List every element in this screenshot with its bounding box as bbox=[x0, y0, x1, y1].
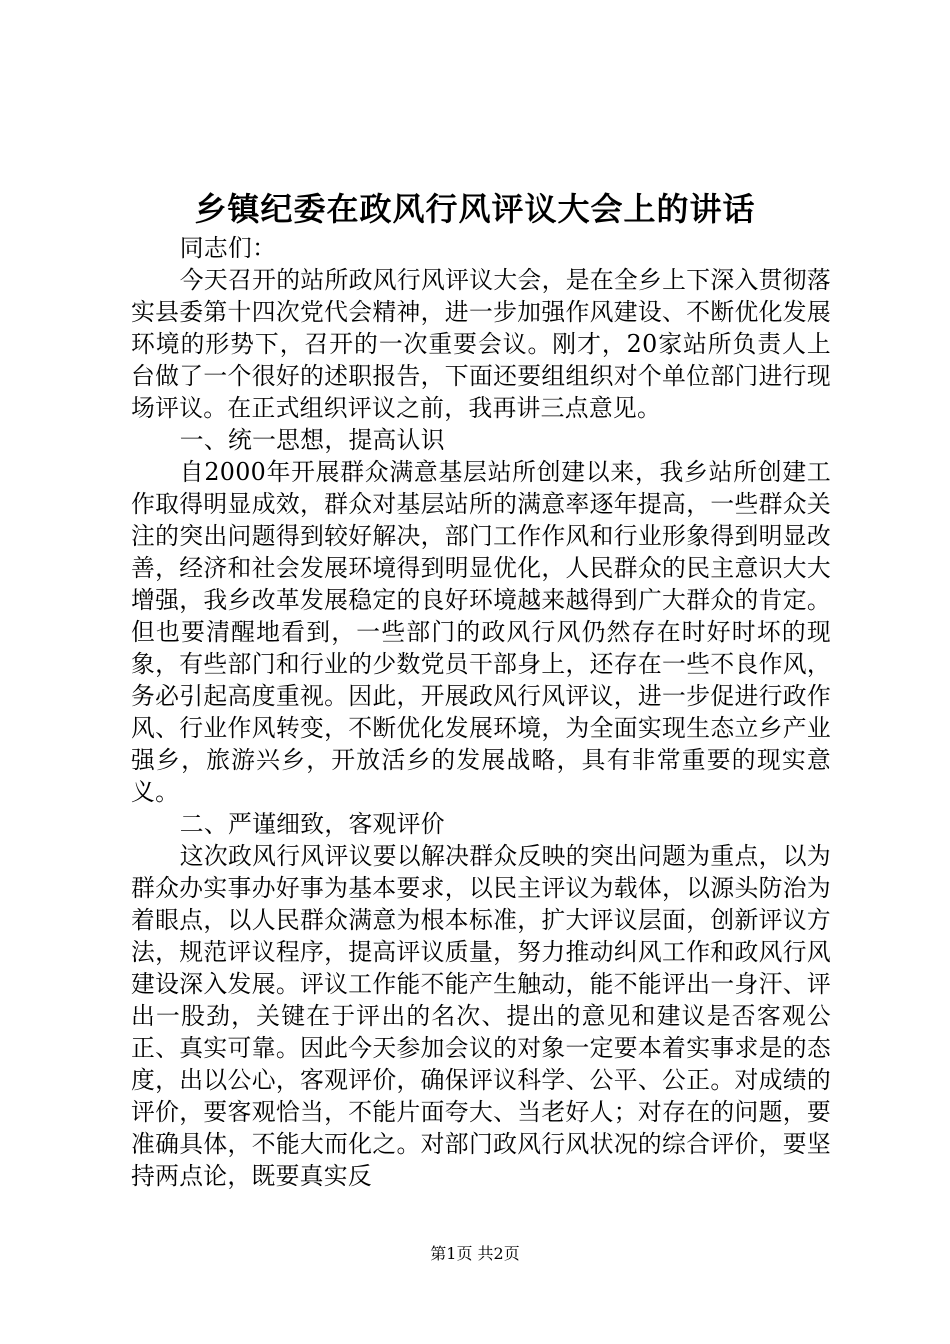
page-number-footer: 第1页 共2页 bbox=[430, 1244, 520, 1263]
document-body bbox=[131, 232, 831, 1192]
section-2-paragraph: 这次政风行风评议要以解决群众反映的突出问题为重点，以为群众办实事办好事为基本要求，以民主评议为载体，以源头防治为着眼点，以人民群众满意为根本标准，扩大评议层面，创新评议方法，规范评议程序，提高评议质量，努力推动纠风工作和政风行风建设深入发展。评议工作能不能产生触动，能不能评出一身汗、评出一股劲，关键在于评出的名次、提出的意见和建议是否客观公正、真实可靠。因此今天参加会议的对象一定要本着实事求是的态度，出以公心，客观评价，确保评议科学、公平、公正。对成绩的评价，要客观恰当，不能片面夸大、当老好人；对存在的问题，要准确具体，不能大而化之。对部门政风行风状况的综合评价，要坚持两点论，既要真实反 bbox=[131, 842, 831, 1190]
section-heading-1: 一、统一思想，提高认识 bbox=[179, 426, 445, 454]
document-title: 乡镇纪委在政风行风评议大会上的讲话 bbox=[194, 190, 756, 228]
intro-paragraph: 今天召开的站所政风行风评议大会，是在全乡上下深入贯彻落实县委第十四次党代会精神，进一步加强作风建设、不断优化发展环境的形势下，召开的一次重要会议。刚才，20家站所负责人上台做了一个很好的述职报告，下面还要组组织对个单位部门进行现场评议。在正式组织评议之前，我再讲三点意见。 bbox=[131, 266, 831, 422]
section-1-paragraph: 自2000年开展群众满意基层站所创建以来，我乡站所创建工作取得明显成效，群众对基层站所的满意率逐年提高，一些群众关注的突出问题得到较好解决，部门工作作风和行业形象得到明显改善，经济和社会发展环境得到明显优化，人民群众的民主意识大大增强，我乡改革发展稳定的良好环境越来越得到广大群众的肯定。但也要清醒地看到，一些部门的政风行风仍然存在时好时坏的现象，有些部门和行业的少数党员干部身上，还存在一些不良作风，务必引起高度重视。因此，开展政风行风评议，进一步促进行政作风、行业作风转变，不断优化发展环境，为全面实现生态立乡产业强乡，旅游兴乡，开放活乡的发展战略，具有非常重要的现实意义。 bbox=[131, 458, 831, 806]
section-heading-2: 二、严谨细致，客观评价 bbox=[179, 810, 445, 838]
salutation-paragraph: 同志们： bbox=[179, 234, 277, 262]
